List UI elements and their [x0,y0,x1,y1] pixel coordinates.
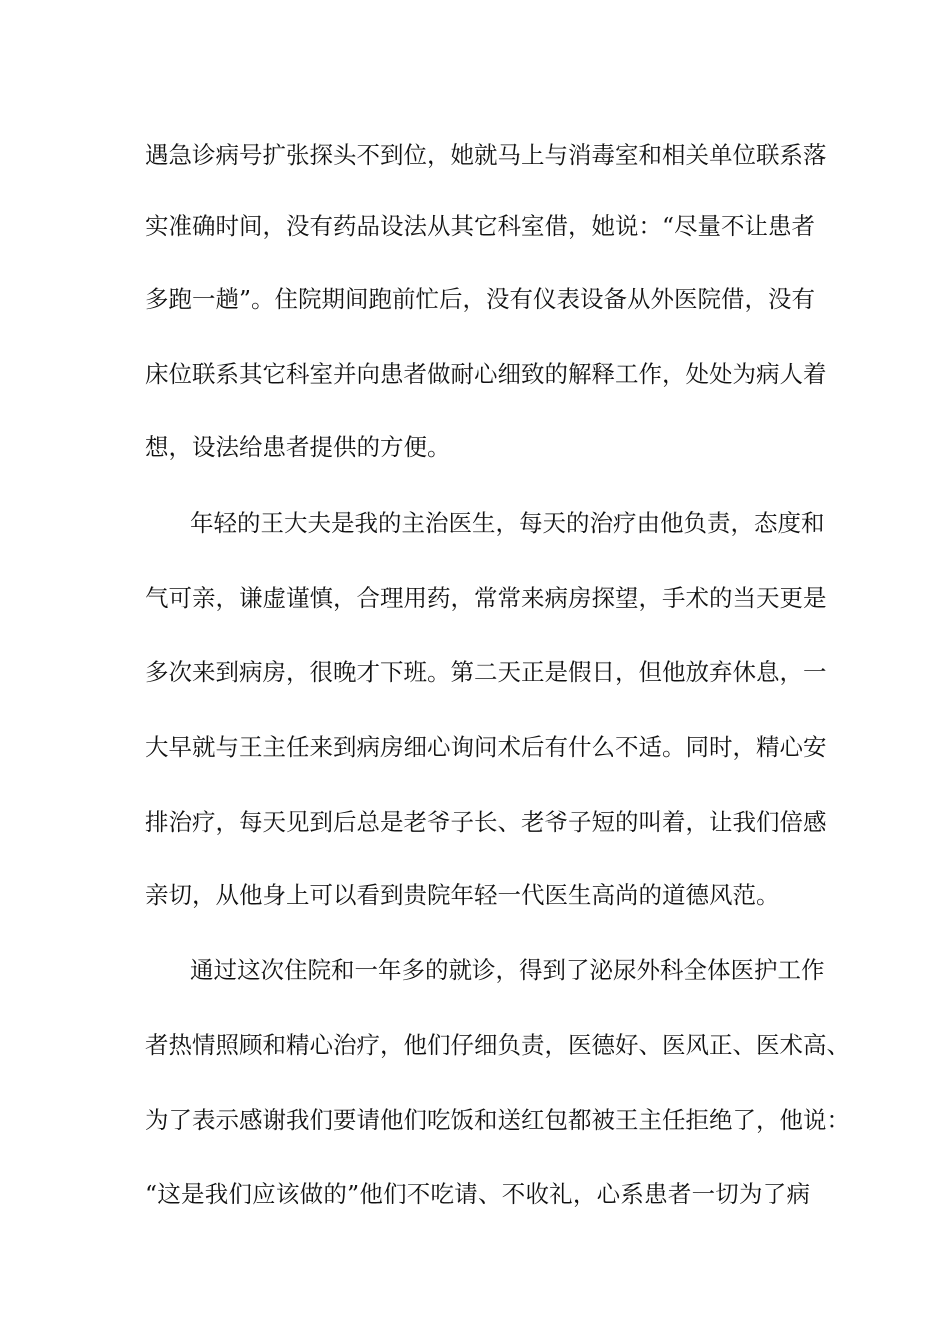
paragraph-first-line: 通过这次住院和一年多的就诊，得到了泌尿外科全体医护工作 [190,956,825,984]
text-line: “这是我们应该做的”他们不吃请、不收礼，心系患者一切为了病 [145,1180,810,1208]
text-line: 气可亲，谦虚谨慎，合理用药，常常来病房探望，手术的当天更是 [145,584,827,612]
paragraph-first-line: 年轻的王大夫是我的主治医生，每天的治疗由他负责，态度和 [190,509,825,537]
text-line: 实准确时间，没有药品设法从其它科室借，她说：“尽量不让患者 [145,212,816,240]
text-line: 多次来到病房，很晚才下班。第二天正是假日，但他放弃休息，一 [145,658,827,686]
text-line: 亲切，从他身上可以看到贵院年轻一代医生高尚的道德风范。 [145,881,780,909]
text-line: 为了表示感谢我们要请他们吃饭和送红包都被王主任拒绝了，他说： [145,1106,850,1134]
text-line: 遇急诊病号扩张探头不到位，她就马上与消毒室和相关单位联系落 [145,141,827,169]
text-line: 排治疗，每天见到后总是老爷子长、老爷子短的叫着，让我们倍感 [145,808,827,836]
text-line: 大早就与王主任来到病房细心询问术后有什么不适。同时，精心安 [145,733,827,761]
text-line: 者热情照顾和精心治疗，他们仔细负责，医德好、医风正、医术高、 [145,1031,850,1059]
text-line: 床位联系其它科室并向患者做耐心细致的解释工作，处处为病人着 [145,360,827,388]
text-line: 想，设法给患者提供的方便。 [145,433,451,461]
text-line: 多跑一趟”。住院期间跑前忙后，没有仪表设备从外医院借，没有 [145,285,816,313]
